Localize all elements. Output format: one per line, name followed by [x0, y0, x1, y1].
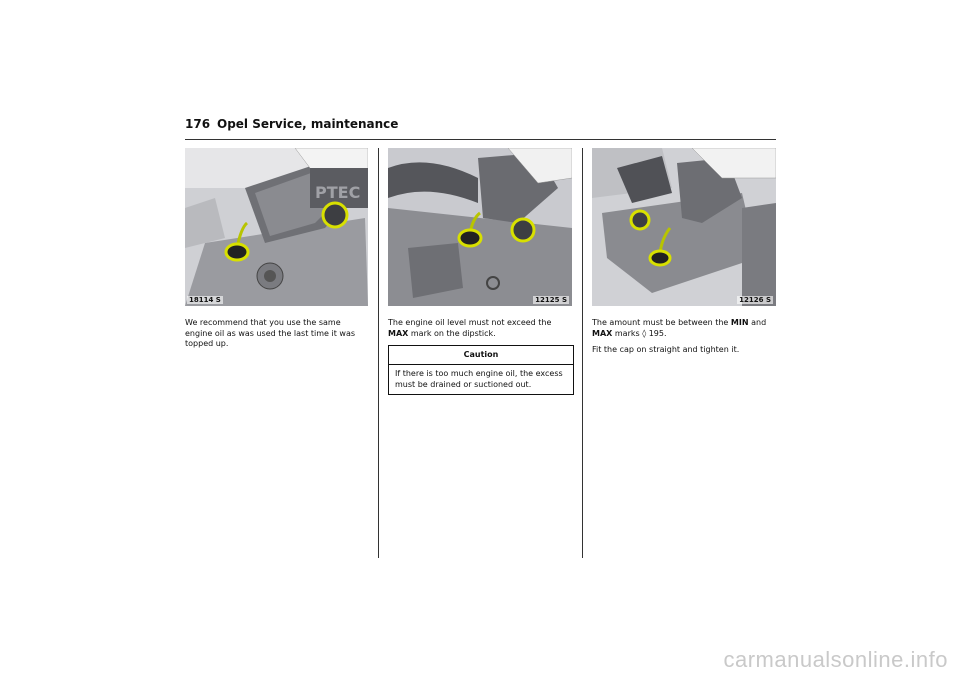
col3-and: and: [751, 318, 767, 327]
column-divider-1: [378, 148, 379, 558]
engine-illustration-1: [185, 148, 368, 306]
col3-max: MAX: [592, 328, 613, 338]
col2-text-start: The engine oil level must not exceed the: [388, 318, 552, 327]
figure-2-code: 12125 S: [535, 296, 567, 304]
col3-paragraph-1: [592, 318, 776, 339]
col2-text-max: MAX: [388, 328, 409, 338]
page-ref-icon: ◊: [642, 328, 647, 338]
watermark: carmanualsonline.info: [723, 647, 948, 672]
col3-page-ref[interactable]: 195.: [648, 328, 667, 338]
col3-paragraph-2: Fit the cap on straight and tighten it.: [592, 345, 740, 354]
engine-illustration-3: [592, 148, 776, 306]
section-title: Opel Service, maintenance: [217, 117, 399, 131]
figure-1-engine-oil-pour: [185, 148, 368, 306]
caution-box: [388, 345, 574, 395]
page-header: [185, 117, 776, 140]
svg-text:PTEC: PTEC: [315, 183, 361, 202]
col1-paragraph: We recommend that you use the same engine oil as was used the last time it was topped up.: [185, 318, 356, 348]
col3-p1-a: The amount must be between the: [592, 318, 729, 327]
caution-title: Caution: [389, 346, 573, 365]
column-divider-2: [582, 148, 583, 558]
figure-3-code: 12126 S: [739, 296, 771, 304]
page-number: 176: [185, 117, 211, 131]
col3-min: MIN: [730, 318, 749, 327]
col3-p1-b: marks: [614, 328, 640, 338]
figure-3-engine-oil-pour: [592, 148, 776, 306]
figure-2-engine-oil-pour: [388, 148, 572, 306]
figure-1-code: 18114 S: [189, 296, 221, 304]
col2-paragraph: [388, 318, 572, 339]
col2-text-end: mark on the dipstick.: [410, 328, 496, 338]
caution-text: If there is too much engine oil, the excess must be drained or suctioned out.: [395, 369, 563, 389]
engine-illustration-2: [388, 148, 572, 306]
